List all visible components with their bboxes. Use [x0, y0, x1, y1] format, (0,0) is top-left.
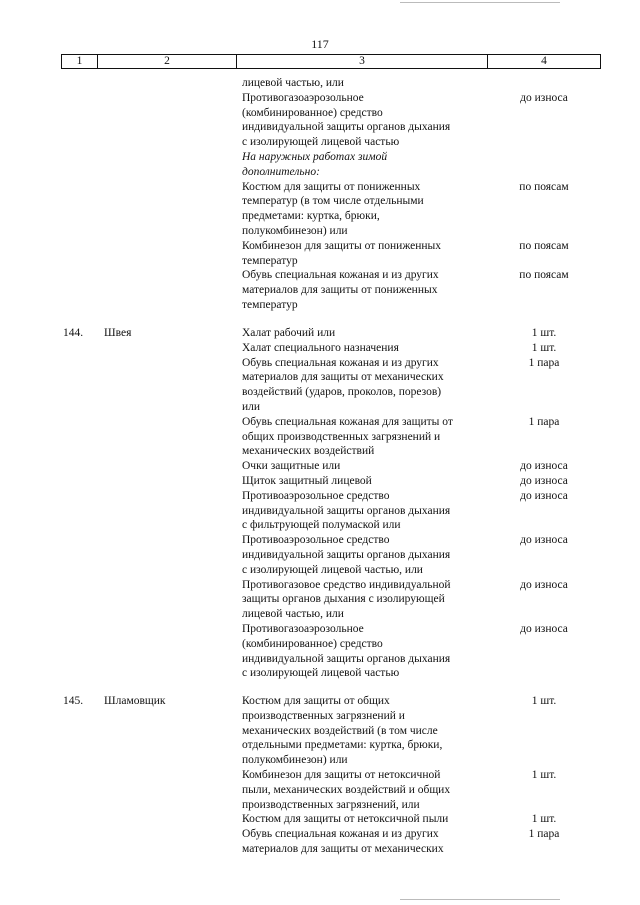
- item-text: материалов для защиты от пониженных: [242, 284, 438, 297]
- item-text: Щиток защитный лицевой: [242, 475, 372, 487]
- item-text: защиты органов дыхания с изолирующей: [242, 593, 445, 606]
- item-text: общих производственных загрязнений и: [242, 430, 441, 443]
- item-text: с изолирующей лицевой частью: [242, 667, 400, 680]
- item-text: материалов для защиты от механических: [242, 843, 444, 855]
- profession-name: Шламовщик: [104, 695, 166, 707]
- item-text: воздействий (ударов, проколов, порезов): [242, 386, 442, 399]
- item-quantity: по поясам: [519, 239, 569, 252]
- item-quantity: 1 пара: [528, 356, 560, 369]
- item-quantity: по поясам: [519, 269, 569, 282]
- scan-edge-mark: [400, 2, 560, 3]
- item-quantity: до износа: [520, 489, 568, 502]
- item-quantity: 1 шт.: [531, 813, 557, 826]
- item-text: Противоаэрозольное средство: [242, 489, 390, 502]
- item-text: Обувь специальная кожаная для защиты от: [242, 415, 453, 428]
- item-text: лицевой частью, или: [242, 77, 344, 89]
- item-text: индивидуальной защиты органов дыхания: [242, 504, 451, 517]
- page-number: 117: [311, 37, 329, 51]
- item-text: полукомбинезон) или: [242, 754, 348, 767]
- item-text: (комбинированное) средство: [242, 106, 383, 119]
- item-text: температур: [242, 254, 298, 267]
- item-quantity: до износа: [520, 460, 568, 473]
- header-col-2: 2: [98, 55, 237, 68]
- item-text: Противоаэрозольное средство: [242, 534, 390, 547]
- item-quantity: до износа: [520, 534, 568, 547]
- item-text: полукомбинезон) или: [242, 225, 348, 237]
- item-text: механических воздействий: [242, 445, 375, 458]
- item-text: Костюм для защиты от пониженных: [242, 180, 421, 193]
- item-text: Противогазоаэрозольное: [242, 623, 364, 635]
- item-text: Противогазоаэрозольное: [242, 91, 364, 104]
- item-text: индивидуальной защиты органов дыхания: [242, 121, 451, 134]
- item-quantity: 1 шт.: [531, 769, 557, 781]
- item-text: материалов для защиты от механических: [242, 371, 444, 384]
- item-text: с изолирующей лицевой частью: [242, 136, 400, 149]
- item-text: механических воздействий (в том числе: [242, 724, 438, 737]
- item-text: индивидуальной защиты органов дыхания: [242, 549, 451, 561]
- item-text: пыли, механических воздействий и общих: [242, 783, 451, 796]
- item-text: Обувь специальная кожаная и из других: [242, 269, 439, 282]
- item-text: Обувь специальная кожаная и из других: [242, 828, 439, 841]
- item-quantity: до износа: [520, 578, 568, 591]
- item-quantity: 1 пара: [528, 415, 560, 428]
- item-text: Комбинезон для защиты от нетоксичной: [242, 769, 441, 781]
- item-quantity: 1 шт.: [531, 327, 557, 339]
- item-quantity: 1 шт.: [531, 341, 557, 354]
- item-quantity: до износа: [520, 623, 568, 635]
- item-quantity: 1 шт.: [531, 695, 557, 707]
- item-text: На наружных работах зимой: [242, 151, 388, 163]
- item-text: Костюм для защиты от общих: [242, 695, 390, 707]
- item-text: Противогазовое средство индивидуальной: [242, 578, 451, 591]
- item-text: Костюм для защиты от нетоксичной пыли: [242, 813, 449, 826]
- header-col-4: 4: [541, 55, 547, 67]
- item-text: предметами: куртка, брюки,: [242, 210, 380, 223]
- item-text: лицевой частью, или: [242, 608, 344, 621]
- item-text: Очки защитные или: [242, 460, 341, 473]
- item-quantity: до износа: [520, 91, 568, 104]
- entry-number: 145.: [63, 695, 84, 707]
- table-header: [61, 54, 601, 69]
- item-text: температур: [242, 299, 298, 311]
- scan-edge-mark: [400, 899, 560, 900]
- item-text: Комбинезон для защиты от пониженных: [242, 239, 441, 252]
- entry-number: 144.: [63, 327, 84, 339]
- item-text: с фильтрующей полумаской или: [242, 519, 401, 532]
- item-text: с изолирующей лицевой частью, или: [242, 563, 423, 576]
- item-text: или: [242, 401, 261, 413]
- item-quantity: 1 пара: [528, 828, 560, 841]
- item-text: (комбинированное) средство: [242, 637, 383, 650]
- item-text: температур (в том числе отдельными: [242, 195, 424, 208]
- header-col-3: 3: [237, 55, 488, 68]
- item-quantity: до износа: [520, 475, 568, 487]
- item-text: Халат рабочий или: [242, 327, 336, 339]
- item-text: Халат специального назначения: [242, 341, 399, 354]
- item-text: Обувь специальная кожаная и из других: [242, 356, 439, 369]
- item-text: дополнительно:: [242, 165, 320, 178]
- item-text: производственных загрязнений, или: [242, 798, 420, 811]
- header-col-1: 1: [62, 55, 98, 68]
- item-quantity: по поясам: [519, 180, 569, 193]
- item-text: индивидуальной защиты органов дыхания: [242, 652, 451, 665]
- item-text: производственных загрязнений и: [242, 709, 405, 722]
- profession-name: Швея: [104, 327, 132, 339]
- item-text: отдельными предметами: куртка, брюки,: [242, 739, 443, 752]
